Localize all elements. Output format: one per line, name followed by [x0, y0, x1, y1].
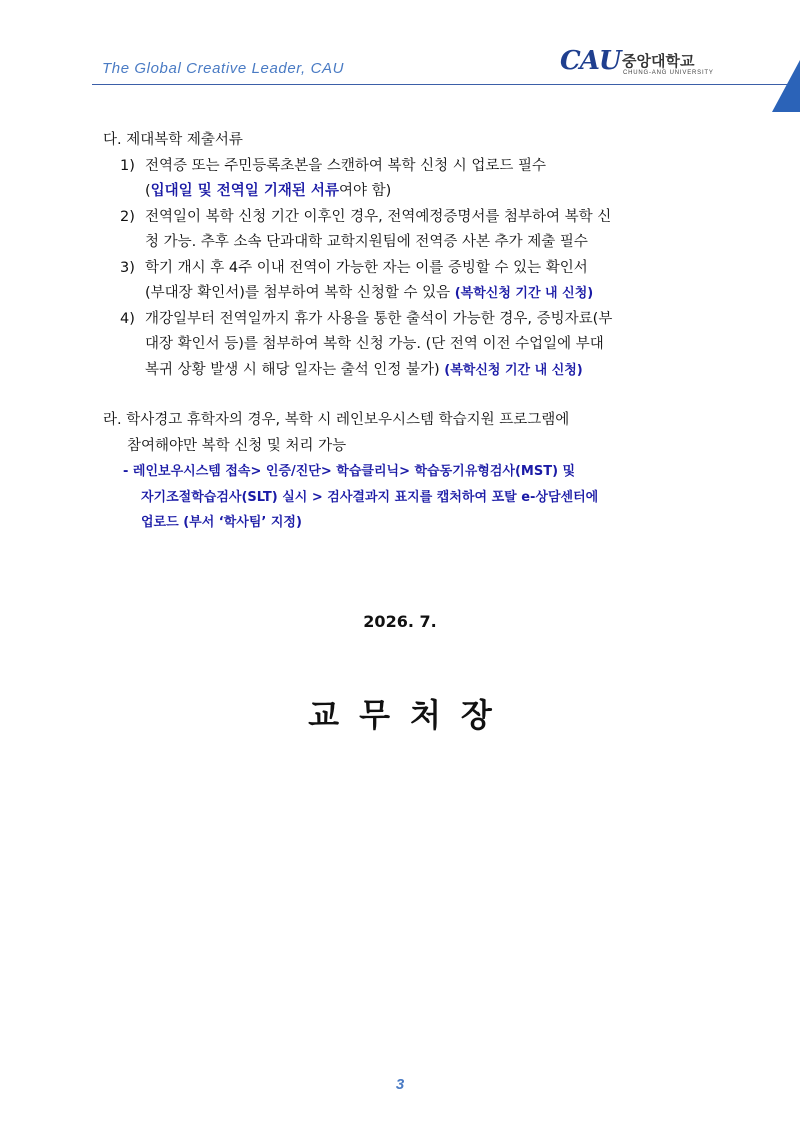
logo-mark: CAU — [560, 46, 621, 76]
item-number: 2) — [120, 208, 135, 225]
item-number: 4) — [120, 310, 135, 327]
note-line: - 레인보우시스템 접속> 인증/진단> 학습클리닉> 학습동기유형검사(MST) 및 — [123, 464, 576, 479]
item-text: 학기 개시 후 4주 이내 전역이 가능한 자는 이를 증빙할 수 있는 확인서 — [145, 259, 588, 276]
section-da-heading: 다. 제대복학 제출서류 — [103, 132, 243, 148]
item-text: 여야 함) — [338, 183, 392, 199]
item-number: 1) — [120, 157, 135, 174]
rainbow-note — [103, 459, 723, 536]
header-slogan: The Global Creative Leader, CAU — [102, 60, 345, 77]
issuer-signature: 교무처장 — [308, 696, 512, 734]
note-line: 업로드 (부서 ‘학사팀’ 지정) — [141, 515, 302, 530]
item-text: 전역일이 복학 신청 기간 이후인 경우, 전역예정증명서를 첨부하여 복학 신 — [145, 208, 612, 225]
list-item — [103, 154, 723, 205]
item-text: 청 가능. 추후 소속 단과대학 교학지원팀에 전역증 사본 추가 제출 필수 — [145, 234, 588, 250]
header-rule — [92, 84, 800, 85]
section-ra — [103, 408, 723, 536]
section-ra-heading-cont: 참여해야만 복학 신청 및 처리 가능 — [127, 437, 347, 454]
list-item — [103, 307, 723, 384]
issue-date: 2026. 7. — [363, 612, 437, 631]
item-text: 복귀 상황 발생 시 해당 일자는 출석 인정 불가) — [145, 361, 445, 378]
section-da — [103, 128, 723, 383]
item-highlight: (복학신청 기간 내 신청) — [444, 362, 583, 378]
list-item — [103, 205, 723, 256]
item-text: 대장 확인서 등)를 첨부하여 복학 신청 가능. (단 전역 이전 수업일에 부대 — [145, 336, 604, 352]
item-text: ( — [145, 183, 151, 199]
page-number: 3 — [395, 1076, 405, 1093]
logo-name: 중앙대학교 — [622, 52, 695, 70]
section-ra-heading: 라. 학사경고 휴학자의 경우, 복학 시 레인보우시스템 학습지원 프로그램에 — [103, 412, 570, 428]
item-text: 전역증 또는 주민등록초본을 스캔하여 복학 신청 시 업로드 필수 — [145, 157, 547, 174]
item-highlight: (복학신청 기간 내 신청) — [454, 286, 594, 301]
item-number: 3) — [120, 259, 135, 276]
corner-triangle-icon — [772, 60, 800, 112]
note-line: 자기조절학습검사(SLT) 실시 > 검사결과지 표지를 캡처하여 포탈 e-상담센터에 — [141, 489, 599, 505]
item-highlight: 입대일 및 전역일 기재된 서류 — [150, 183, 339, 199]
logo-subtitle: CHUNG-ANG UNIVERSITY — [623, 70, 714, 76]
item-text: (부대장 확인서)를 첨부하여 복학 신청할 수 있음 — [145, 285, 455, 301]
item-text: 개강일부터 전역일까지 휴가 사용을 통한 출석이 가능한 경우, 증빙자료(부 — [145, 310, 613, 327]
list-item — [103, 256, 723, 307]
